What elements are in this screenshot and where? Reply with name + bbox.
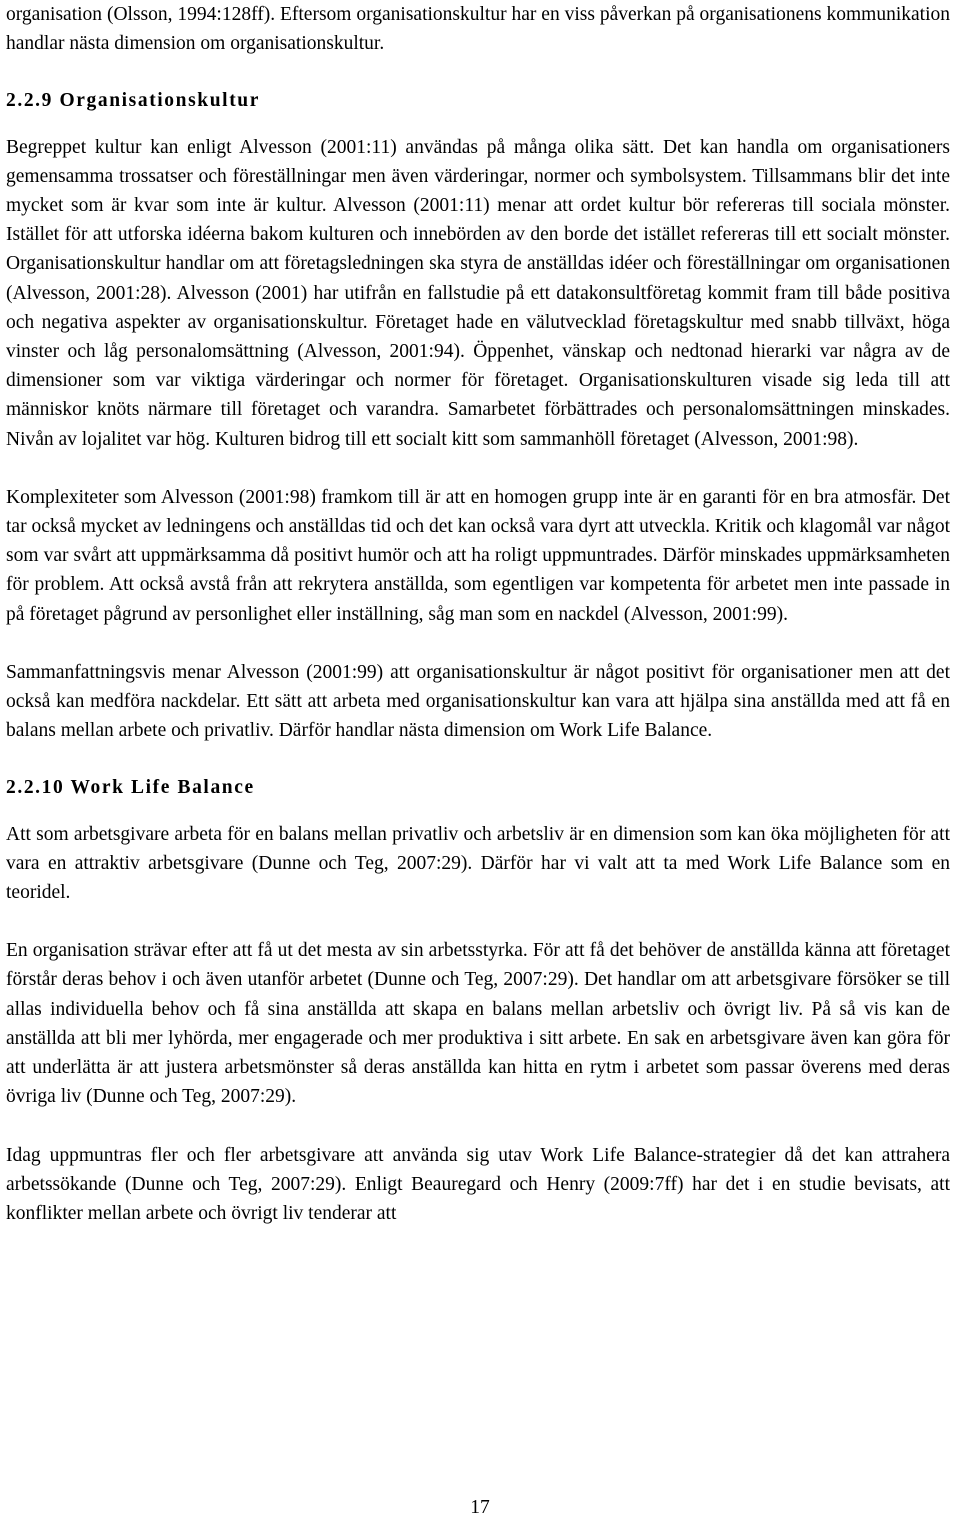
paragraph-sammanfattning: Sammanfattningsvis menar Alvesson (2001:99) att organisationskultur är något positivt för organisationer men att det också kan medföra nackdelar. Ett sätt att arbeta med organisationskultur kan vara att hjälpa sina anställda med att få en balans mellan arbete och privatliv. Därför handlar nästa dimension om Work Life Balance. [6, 661, 950, 742]
paragraph-kultur-begrepp: Begreppet kultur kan enligt Alvesson (2001:11) användas på många olika sätt. Det kan handla om organisationers gemensamma trossatser och föreställningar men även värderingar, normer och symbolsystem. Tillsammans blir det inte mycket som är kvar som inte är kultur. Alvesson (2001:11) menar att ordet kultur bör refereras till sociala mönster. Istället för att utforska idéerna bakom kulturen och innebörden av den borde det istället refereras till ett socialt mönster. Organisationskultur handlar om att företagsledningen ska styra de anställdas idéer och föreställningar om organisationen (Alvesson, 2001:28). Alvesson (2001) har utifrån en fallstudie på ett datakonsultföretag kommit fram till både positiva och negativa aspekter av organisationskultur. Företaget hade en välutvecklad företagskultur med snabb tillväxt, höga vinster och låg personalomsättning (Alvesson, 2001:94). Öppenhet, vänskap och nedtonad hierarki var några av de dimensioner som var viktiga värderingar och normer för företaget. Organisationskulturen visade sig leda till att människor knöts närmare till företaget och varandra. Samarbetet förbättrades och personalomsättningen minskades. Nivån av lojalitet var hög. Kulturen bidrog till ett socialt kitt som sammanhöll företaget (Alvesson, 2001:98). [6, 136, 950, 450]
paragraph-intro: organisation (Olsson, 1994:128ff). Eftersom organisationskultur har en viss påverkan på organisationens kommunikation handlar nästa dimension om organisationskultur. [6, 4, 950, 55]
paragraph-idag-uppmuntras: Idag uppmuntras fler och fler arbetsgivare att använda sig utav Work Life Balance-strategier då det kan attrahera arbetssökande (Dunne och Teg, 2007:29). Enligt Beauregard och Henry (2009:7ff) har det i en studie bevisats, att konflikter mellan arbete och övrigt liv tenderar att [6, 1144, 950, 1224]
paragraph-organisation-arbetsstyrka: En organisation strävar efter att få ut det mesta av sin arbetsstyrka. För att få det behöver de anställda känna att företaget förstår deras behov i och även utanför arbetet (Dunne och Teg, 2007:29). Det handlar om att arbetsgivare försöker se till allas individuella behov och få sina anställda att skapa en balans mellan arbetsliv och övrigt liv. På så vis kan de anställda att bli mer lyhörda, mer engagerade och mer produktiva i sitt arbete. En sak en arbetsgivare även kan göra för att underlätta är att justera arbetsmönster så deras anställda kan hitta en rytm i arbetet som passar överens med deras övriga liv (Dunne och Teg, 2007:29). [6, 940, 950, 1108]
section-heading-work-life-balance: 2.2.10 Work Life Balance [6, 777, 255, 799]
paragraph-komplexiteter: Komplexiteter som Alvesson (2001:98) framkom till är att en homogen grupp inte är en garanti för en bra atmosfär. Det tar också mycket av ledningens och anställdas tid och det kan också vara dyrt att utveckla. Kritik och klagomål var något som var svårt att uppmärksamma då positivt humör och att ha roligt uppmuntrades. Därför minskades uppmärksamheten för problem. Att också avstå från att rekrytera anställda, som egentligen var kompetenta för arbetet men inte passade in på företaget pågrund av personlighet eller inställning, såg man som en nackdel (Alvesson, 2001:99). [6, 486, 950, 625]
document-page [6, 0, 950, 1228]
page-number: 17 [470, 1497, 490, 1518]
section-heading-organisationskultur: 2.2.9 Organisationskultur [6, 90, 260, 112]
paragraph-arbetsgivare-balans: Att som arbetsgivare arbeta för en balans mellan privatliv och arbetsliv är en dimension som kan öka möjligheten för att vara en attraktiv arbetsgivare (Dunne och Teg, 2007:29). Därför har vi valt att ta med Work Life Balance som en teoridel. [6, 823, 950, 904]
